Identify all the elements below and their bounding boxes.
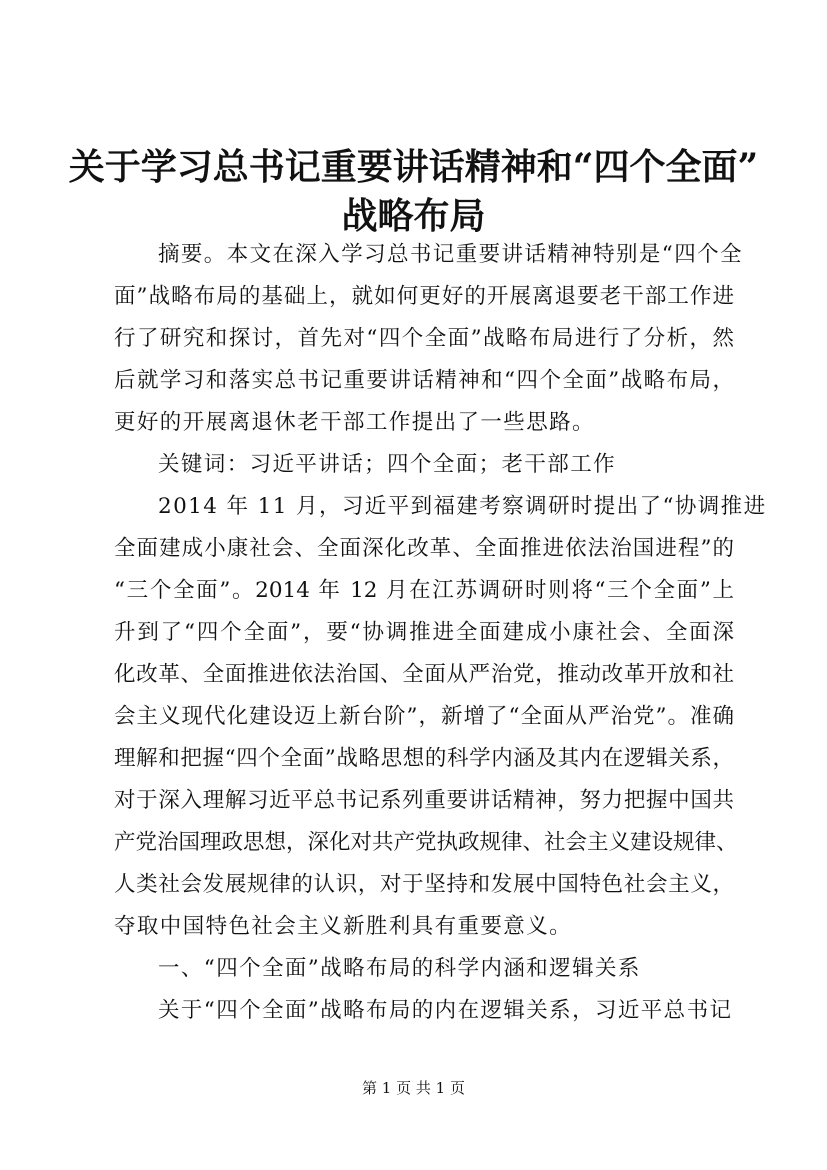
keywords-line: 关键词：习近平讲话；四个全面；老干部工作 <box>158 452 617 477</box>
body-line: 对于深入理解习近平总书记系列重要讲话精神，努力把握中国共 <box>114 788 734 813</box>
body-line: 关于“四个全面”战略布局的内在逻辑关系，习近平总书记 <box>158 998 733 1023</box>
abstract-line: 更好的开展离退休老干部工作提出了一些思路。 <box>114 410 595 435</box>
body-line: 夺取中国特色社会主义新胜利具有重要意义。 <box>114 914 573 939</box>
body-line: 全面建成小康社会、全面深化改革、全面推进依法治国进程”的 <box>114 536 734 561</box>
body-line: 理解和把握“四个全面”战略思想的科学内涵及其内在逻辑关系， <box>114 746 734 771</box>
abstract-line: 面”战略布局的基础上，就如何更好的开展离退要老干部工作进 <box>114 284 734 309</box>
page-footer: 第 1 页 共 1 页 <box>362 1079 465 1097</box>
section-heading: 一、“四个全面”战略布局的科学内涵和逻辑关系 <box>158 956 641 981</box>
body-line: 化改革、全面推进依法治国、全面从严治党，推动改革开放和社 <box>114 662 734 687</box>
abstract-line: 行了研究和探讨，首先对“四个全面”战略布局进行了分析，然 <box>114 326 734 351</box>
abstract-line: 后就学习和落实总书记重要讲话精神和“四个全面”战略布局， <box>114 368 734 393</box>
body-line: 升到了“四个全面”，要“协调推进全面建成小康社会、全面深 <box>114 620 734 645</box>
body-line: “三个全面”。2014 年 12 月在江苏调研时则将“三个全面”上 <box>114 578 734 603</box>
document-title-line-2: 战略布局 <box>341 195 486 237</box>
body-line: 人类社会发展规律的认识，对于坚持和发展中国特色社会主义， <box>114 872 734 897</box>
body-line: 2014 年 11 月，习近平到福建考察调研时提出了“协调推进 <box>158 494 767 519</box>
body-line: 会主义现代化建设迈上新台阶”，新增了“全面从严治党”。准确 <box>114 704 734 729</box>
document-title-line-1: 关于学习总书记重要讲话精神和“四个全面” <box>68 146 759 188</box>
body-line: 产党治国理政思想，深化对共产党执政规律、社会主义建设规律、 <box>114 830 738 855</box>
abstract-line: 摘要。本文在深入学习总书记重要讲话精神特别是“四个全 <box>158 242 743 267</box>
